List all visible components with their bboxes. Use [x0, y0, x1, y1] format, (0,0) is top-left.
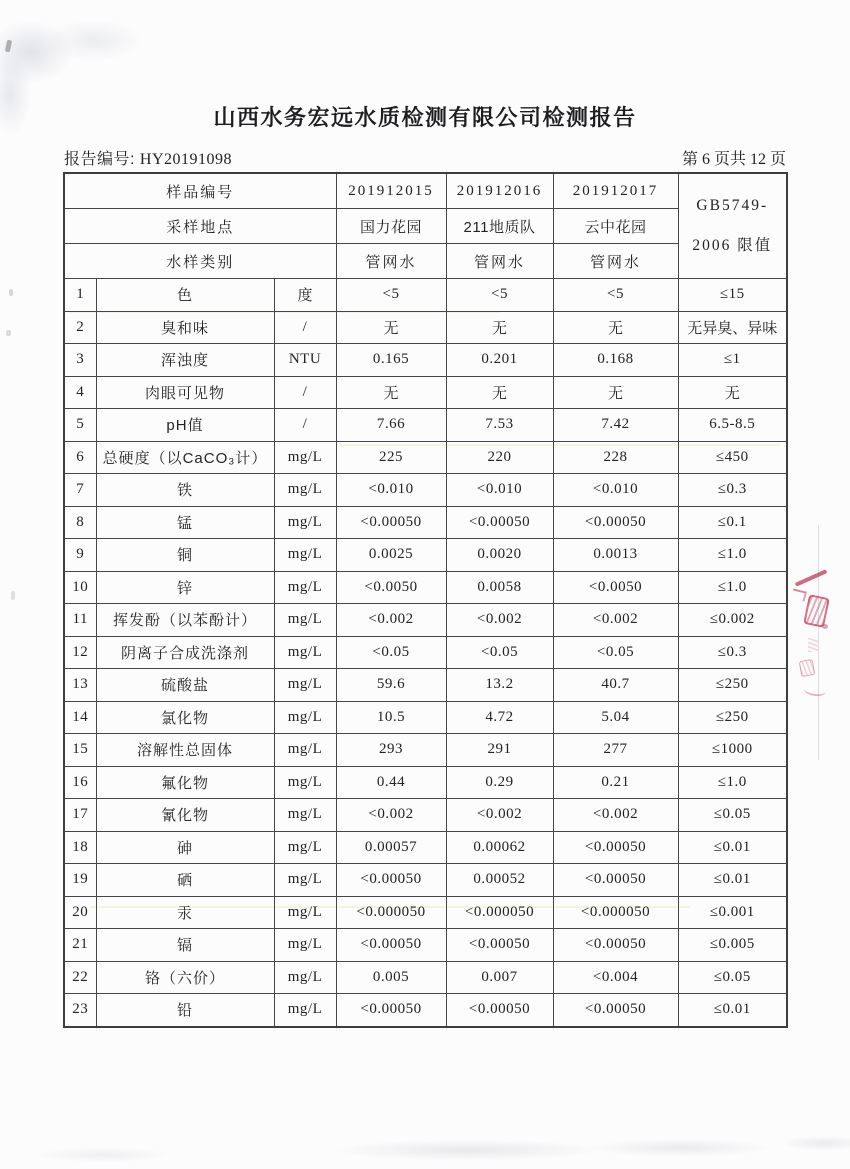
unit-cell: mg/L	[274, 571, 336, 604]
unit-cell: mg/L	[274, 474, 336, 507]
limit-value-cell: ≤1	[678, 344, 787, 377]
sample1-value-cell: <0.000050	[336, 896, 446, 929]
unit-cell: mg/L	[274, 831, 336, 864]
sample1-value-cell: 293	[336, 734, 446, 767]
sample3-value-cell: <0.00050	[553, 994, 678, 1027]
row-number-cell: 1	[64, 279, 96, 312]
table-row	[64, 799, 787, 832]
limit-value-cell: ≤0.01	[678, 831, 787, 864]
water-type-cell: 管网水	[446, 244, 553, 279]
sample1-value-cell: 无	[336, 311, 446, 344]
sample1-value-cell: 7.66	[336, 409, 446, 442]
limit-value-cell: ≤250	[678, 701, 787, 734]
report-number-label: 报告编号:	[64, 151, 135, 168]
row-number-cell: 20	[64, 896, 96, 929]
row-number-cell: 23	[64, 994, 96, 1027]
water-type-label-cell: 水样类别	[64, 244, 336, 279]
report-table-body	[64, 279, 787, 1027]
unit-cell: mg/L	[274, 799, 336, 832]
sample3-value-cell: 0.0013	[553, 539, 678, 572]
sample1-value-cell: <0.0050	[336, 571, 446, 604]
scan-speck	[11, 591, 15, 600]
sample2-value-cell: <0.000050	[446, 896, 553, 929]
param-name-cell: 铜	[96, 539, 274, 572]
param-name-cell: 铅	[96, 994, 274, 1027]
table-row	[64, 539, 787, 572]
row-number-cell: 19	[64, 864, 96, 897]
row-number-cell: 15	[64, 734, 96, 767]
limit-value-cell: 无异臭、异味	[678, 311, 787, 344]
sample3-value-cell: 40.7	[553, 669, 678, 702]
scan-speck	[9, 289, 13, 296]
sample2-value-cell: 0.201	[446, 344, 553, 377]
limit-value-cell: ≤0.005	[678, 929, 787, 962]
unit-cell: mg/L	[274, 929, 336, 962]
sample-no-label-cell: 样品编号	[64, 173, 336, 209]
sample3-value-cell: 无	[553, 376, 678, 409]
sample2-value-cell: <0.002	[446, 799, 553, 832]
table-row	[64, 409, 787, 442]
sample2-value-cell: <0.00050	[446, 506, 553, 539]
sample3-value-cell: <0.002	[553, 604, 678, 637]
param-name-cell: 氰化物	[96, 799, 274, 832]
sample1-value-cell: 10.5	[336, 701, 446, 734]
param-name-cell: 浑浊度	[96, 344, 274, 377]
sample3-value-cell: <0.00050	[553, 864, 678, 897]
param-name-cell: 总硬度（以CaCO₃计）	[96, 441, 274, 474]
seal-glyph	[808, 638, 818, 652]
sample2-value-cell: <5	[446, 279, 553, 312]
paper-fold-line	[818, 525, 819, 760]
sample1-value-cell: 0.44	[336, 766, 446, 799]
sample1-value-cell: <0.002	[336, 604, 446, 637]
table-row	[64, 474, 787, 507]
param-name-cell: 汞	[96, 896, 274, 929]
table-row	[64, 441, 787, 474]
limit-value-cell: ≤0.05	[678, 799, 787, 832]
limit-value-cell: ≤450	[678, 441, 787, 474]
sample1-value-cell: <0.002	[336, 799, 446, 832]
report-number-value: HY20191098	[139, 151, 233, 168]
table-row	[64, 344, 787, 377]
param-name-cell: 溶解性总固体	[96, 734, 274, 767]
limit-value-cell: ≤0.002	[678, 604, 787, 637]
unit-cell: mg/L	[274, 636, 336, 669]
limit-value-cell: ≤0.1	[678, 506, 787, 539]
table-row	[64, 604, 787, 637]
param-name-cell: 硒	[96, 864, 274, 897]
report-meta-row	[64, 146, 786, 169]
scan-speck	[6, 330, 11, 336]
sample3-value-cell: <0.0050	[553, 571, 678, 604]
param-name-cell: 锌	[96, 571, 274, 604]
table-row	[64, 279, 787, 312]
sample2-value-cell: <0.010	[446, 474, 553, 507]
sample3-value-cell: 无	[553, 311, 678, 344]
param-name-cell: 氯化物	[96, 701, 274, 734]
row-number-cell: 5	[64, 409, 96, 442]
limit-value-cell: ≤1000	[678, 734, 787, 767]
red-seal-partial	[788, 568, 843, 703]
sample2-value-cell: 0.29	[446, 766, 553, 799]
sample2-value-cell: 0.00052	[446, 864, 553, 897]
sample2-value-cell: 220	[446, 441, 553, 474]
seal-glyph	[799, 659, 816, 677]
table-row	[64, 961, 787, 994]
header-row-sample-no	[64, 173, 787, 209]
gb-limit-line2: 2006 限值	[692, 237, 773, 254]
unit-cell: mg/L	[274, 506, 336, 539]
limit-value-cell: ≤0.01	[678, 864, 787, 897]
row-number-cell: 14	[64, 701, 96, 734]
sample3-value-cell: <0.00050	[553, 506, 678, 539]
sample1-value-cell: <0.00050	[336, 864, 446, 897]
param-name-cell: 锰	[96, 506, 274, 539]
water-quality-table	[63, 172, 788, 1028]
unit-cell: mg/L	[274, 994, 336, 1027]
sample2-value-cell: 0.0058	[446, 571, 553, 604]
param-name-cell: 砷	[96, 831, 274, 864]
unit-cell: mg/L	[274, 539, 336, 572]
table-row	[64, 994, 787, 1027]
sample2-value-cell: 0.00062	[446, 831, 553, 864]
table-row	[64, 701, 787, 734]
limit-value-cell: ≤250	[678, 669, 787, 702]
sample2-value-cell: 13.2	[446, 669, 553, 702]
sample3-value-cell: 228	[553, 441, 678, 474]
location-cell: 国力花园	[336, 209, 446, 244]
sample-no-cell: 201912015	[336, 173, 446, 209]
unit-cell: mg/L	[274, 734, 336, 767]
sample3-value-cell: <5	[553, 279, 678, 312]
limit-value-cell: 6.5-8.5	[678, 409, 787, 442]
sample2-value-cell: 4.72	[446, 701, 553, 734]
limit-value-cell: ≤0.05	[678, 961, 787, 994]
report-number	[64, 146, 232, 169]
limit-value-cell: 无	[678, 376, 787, 409]
sample1-value-cell: 59.6	[336, 669, 446, 702]
gb-limit-header-cell	[678, 173, 787, 279]
table-row	[64, 929, 787, 962]
row-number-cell: 12	[64, 636, 96, 669]
unit-cell: mg/L	[274, 669, 336, 702]
location-label-cell: 采样地点	[64, 209, 336, 244]
row-number-cell: 21	[64, 929, 96, 962]
sample-no-cell: 201912017	[553, 173, 678, 209]
seal-stroke	[803, 683, 826, 698]
limit-value-cell: ≤15	[678, 279, 787, 312]
row-number-cell: 18	[64, 831, 96, 864]
unit-cell: /	[274, 376, 336, 409]
sample3-value-cell: 7.42	[553, 409, 678, 442]
table-row	[64, 896, 787, 929]
row-number-cell: 2	[64, 311, 96, 344]
table-row	[64, 311, 787, 344]
sample3-value-cell: <0.004	[553, 961, 678, 994]
unit-cell: 度	[274, 279, 336, 312]
param-name-cell: 色	[96, 279, 274, 312]
limit-value-cell: ≤0.3	[678, 636, 787, 669]
unit-cell: mg/L	[274, 896, 336, 929]
param-name-cell: pH值	[96, 409, 274, 442]
page-indicator: 第 6 页共 12 页	[681, 151, 786, 168]
sample1-value-cell: <5	[336, 279, 446, 312]
sample2-value-cell: 291	[446, 734, 553, 767]
row-number-cell: 4	[64, 376, 96, 409]
table-row	[64, 864, 787, 897]
unit-cell: mg/L	[274, 604, 336, 637]
sample1-value-cell: <0.00050	[336, 929, 446, 962]
sample1-value-cell: 0.005	[336, 961, 446, 994]
sample3-value-cell: <0.002	[553, 799, 678, 832]
sample3-value-cell: <0.00050	[553, 929, 678, 962]
param-name-cell: 镉	[96, 929, 274, 962]
sample3-value-cell: <0.000050	[553, 896, 678, 929]
sample3-value-cell: <0.05	[553, 636, 678, 669]
location-cell: 云中花园	[553, 209, 678, 244]
param-name-cell: 氟化物	[96, 766, 274, 799]
sample2-value-cell: 无	[446, 311, 553, 344]
sample1-value-cell: <0.00050	[336, 506, 446, 539]
table-row	[64, 766, 787, 799]
table-row	[64, 506, 787, 539]
table-row	[64, 669, 787, 702]
param-name-cell: 肉眼可见物	[96, 376, 274, 409]
limit-value-cell: ≤1.0	[678, 571, 787, 604]
sample1-value-cell: <0.00050	[336, 994, 446, 1027]
sample3-value-cell: 0.21	[553, 766, 678, 799]
unit-cell: /	[274, 409, 336, 442]
unit-cell: mg/L	[274, 864, 336, 897]
sample-no-cell: 201912016	[446, 173, 553, 209]
limit-value-cell: ≤0.001	[678, 896, 787, 929]
unit-cell: mg/L	[274, 701, 336, 734]
sample1-value-cell: 225	[336, 441, 446, 474]
unit-cell: mg/L	[274, 766, 336, 799]
param-name-cell: 阴离子合成洗涤剂	[96, 636, 274, 669]
seal-stroke	[791, 588, 807, 601]
gb-limit-line1: GB5749-	[696, 196, 769, 214]
limit-value-cell: ≤1.0	[678, 766, 787, 799]
row-number-cell: 9	[64, 539, 96, 572]
water-type-cell: 管网水	[336, 244, 446, 279]
limit-value-cell: ≤0.3	[678, 474, 787, 507]
sample2-value-cell: <0.002	[446, 604, 553, 637]
sample2-value-cell: 7.53	[446, 409, 553, 442]
sample2-value-cell: <0.00050	[446, 929, 553, 962]
sample1-value-cell: <0.010	[336, 474, 446, 507]
sample1-value-cell: 0.0025	[336, 539, 446, 572]
location-cell: 211地质队	[446, 209, 553, 244]
scan-smudge-bottom	[0, 1122, 850, 1169]
row-number-cell: 22	[64, 961, 96, 994]
row-number-cell: 16	[64, 766, 96, 799]
sample3-value-cell: <0.010	[553, 474, 678, 507]
water-type-cell: 管网水	[553, 244, 678, 279]
table-row	[64, 831, 787, 864]
table-row	[64, 376, 787, 409]
row-number-cell: 6	[64, 441, 96, 474]
param-name-cell: 硫酸盐	[96, 669, 274, 702]
row-number-cell: 7	[64, 474, 96, 507]
limit-value-cell: ≤1.0	[678, 539, 787, 572]
row-number-cell: 10	[64, 571, 96, 604]
table-row	[64, 734, 787, 767]
table-row	[64, 636, 787, 669]
row-number-cell: 13	[64, 669, 96, 702]
unit-cell: /	[274, 311, 336, 344]
unit-cell: NTU	[274, 344, 336, 377]
unit-cell: mg/L	[274, 441, 336, 474]
seal-glyph	[803, 594, 830, 628]
sample2-value-cell: <0.00050	[446, 994, 553, 1027]
sample2-value-cell: 0.007	[446, 961, 553, 994]
seal-stroke	[795, 569, 827, 586]
row-number-cell: 3	[64, 344, 96, 377]
sample3-value-cell: 277	[553, 734, 678, 767]
sample1-value-cell: 0.00057	[336, 831, 446, 864]
seal-dot	[822, 624, 828, 629]
sample1-value-cell: 0.165	[336, 344, 446, 377]
param-name-cell: 铁	[96, 474, 274, 507]
sample2-value-cell: <0.05	[446, 636, 553, 669]
table-row	[64, 571, 787, 604]
row-number-cell: 17	[64, 799, 96, 832]
sample3-value-cell: <0.00050	[553, 831, 678, 864]
row-number-cell: 8	[64, 506, 96, 539]
param-name-cell: 铬（六价）	[96, 961, 274, 994]
scan-speck	[5, 40, 12, 53]
limit-value-cell: ≤0.01	[678, 994, 787, 1027]
sample1-value-cell: <0.05	[336, 636, 446, 669]
param-name-cell: 挥发酚（以苯酚计）	[96, 604, 274, 637]
sample2-value-cell: 无	[446, 376, 553, 409]
row-number-cell: 11	[64, 604, 96, 637]
unit-cell: mg/L	[274, 961, 336, 994]
sample3-value-cell: 0.168	[553, 344, 678, 377]
param-name-cell: 臭和味	[96, 311, 274, 344]
report-title: 山西水务宏远水质检测有限公司检测报告	[213, 105, 637, 130]
sample1-value-cell: 无	[336, 376, 446, 409]
sample2-value-cell: 0.0020	[446, 539, 553, 572]
sample3-value-cell: 5.04	[553, 701, 678, 734]
